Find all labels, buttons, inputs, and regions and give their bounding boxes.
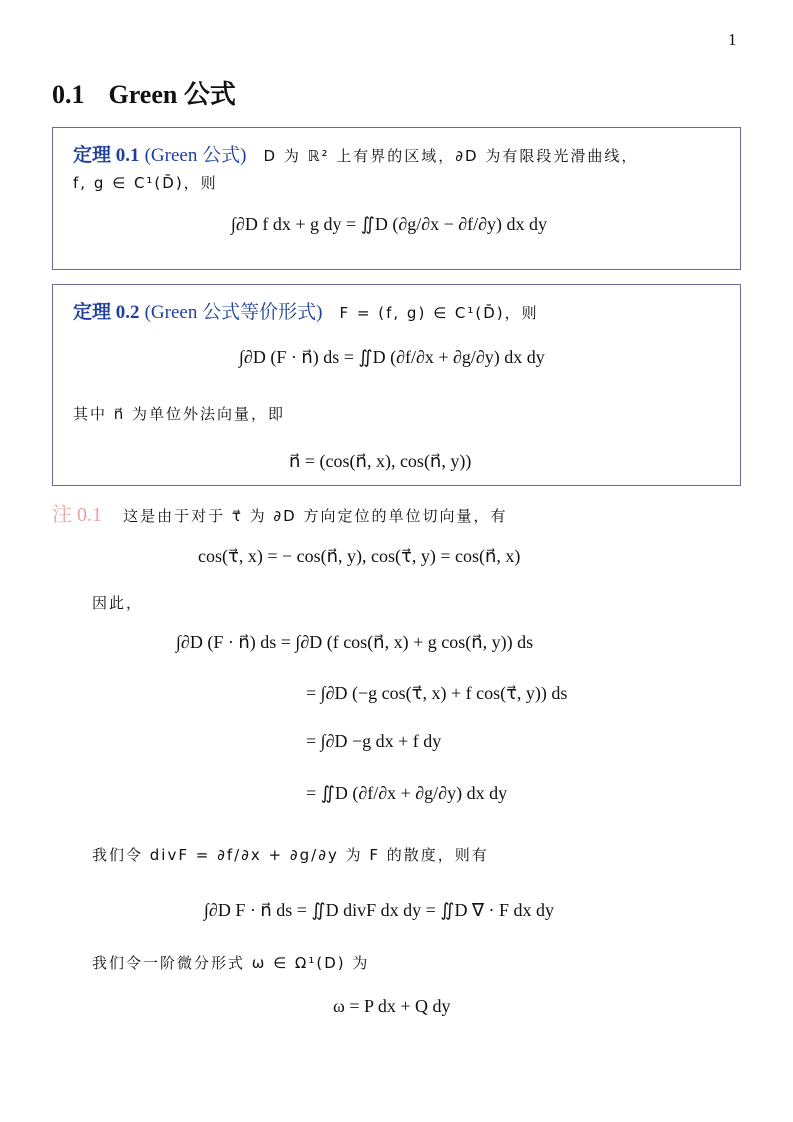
theorem-1-header xyxy=(73,140,638,167)
differential-form-equation: ω = P dx + Q dy xyxy=(333,996,451,1016)
theorem-1-box xyxy=(52,127,741,270)
derivation-line-3: = ∫∂D −g dx + f dy xyxy=(306,731,442,751)
page-number: 1 xyxy=(728,30,737,49)
theorem-1-label: 定理 0.1 xyxy=(73,145,140,166)
theorem-2-name: (Green 公式等价形式) xyxy=(144,302,323,323)
section-heading xyxy=(52,74,236,111)
divergence-definition: 我们令 divF = ∂f/∂x + ∂g/∂y 为 F 的散度，则有 xyxy=(92,846,489,864)
note-header xyxy=(52,498,508,527)
divergence-equation: ∫∂D F · n⃗ ds = ∬D divF dx dy = ∬D ∇ · F dx dy xyxy=(204,900,555,920)
section-number: 0.1 xyxy=(52,80,85,109)
theorem-2-label: 定理 0.2 xyxy=(73,302,140,323)
theorem-1-statement-line2: f, g ∈ C¹(D̄)，则 xyxy=(73,174,218,192)
theorem-1-statement-line1: D 为 ℝ² 上有界的区域，∂D 为有限段光滑曲线， xyxy=(263,147,639,165)
normal-vector-definition: n⃗ = (cos(n⃗, x), cos(n⃗, y)) xyxy=(289,451,472,471)
theorem-2-box xyxy=(52,284,741,486)
theorem-2-statement: F = (f, g) ∈ C¹(D̄)，则 xyxy=(339,304,539,322)
therefore-text: 因此， xyxy=(92,594,144,612)
theorem-1-equation: ∫∂D f dx + g dy = ∬D (∂g/∂x − ∂f/∂y) dx dy xyxy=(231,214,548,234)
theorem-1-name: (Green 公式) xyxy=(144,145,247,166)
differential-form-text: 我们令一阶微分形式 ω ∈ Ω¹(D) 为 xyxy=(92,954,370,972)
theorem-2-equation: ∫∂D (F · n⃗) ds = ∬D (∂f/∂x + ∂g/∂y) dx dy xyxy=(239,347,545,367)
derivation-line-4: = ∬D (∂f/∂x + ∂g/∂y) dx dy xyxy=(306,783,508,803)
theorem-2-where-text: 其中 n⃗ 为单位外法向量，即 xyxy=(73,405,286,423)
derivation-line-2: = ∫∂D (−g cos(τ⃗, x) + f cos(τ⃗, y)) ds xyxy=(306,683,568,703)
derivation-line-1: ∫∂D (F · n⃗) ds = ∫∂D (f cos(n⃗, x) + g cos(n⃗, y)) ds xyxy=(176,632,534,652)
section-title: Green 公式 xyxy=(108,80,236,109)
note-text: 这是由于对于 τ⃗ 为 ∂D 方向定位的单位切向量，有 xyxy=(123,507,508,525)
note-label: 注 0.1 xyxy=(52,504,102,526)
theorem-2-header xyxy=(73,297,539,324)
note-relation: cos(τ⃗, x) = − cos(n⃗, y), cos(τ⃗, y) = cos(n⃗, x) xyxy=(198,546,521,566)
